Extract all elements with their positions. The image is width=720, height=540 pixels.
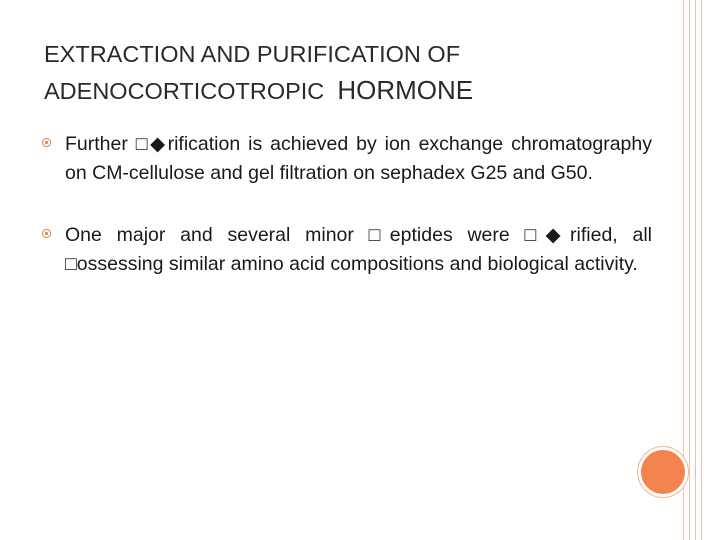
slide-title-line-2-text: ADENOCORTICOTROPIC	[44, 78, 325, 104]
bullet-item	[42, 130, 652, 188]
decorative-rail-line	[701, 0, 702, 540]
bullet-text: Further □◆rification is achieved by ion exchange chromatography on CM-cellulose and gel filtration on sephadex G25 and G50.	[65, 133, 652, 184]
bullet-marker-icon	[42, 229, 51, 238]
slide-title	[44, 36, 644, 109]
slide-title-line-2-tail: HORMONE	[337, 75, 474, 105]
bullet-marker-icon	[42, 138, 51, 147]
decorative-rail-line	[689, 0, 690, 540]
slide-title-line-2	[44, 72, 644, 109]
decorative-rail-line	[695, 0, 696, 540]
slide-title-line-1: EXTRACTION AND PURIFICATION OF	[44, 41, 461, 67]
decorative-accent-circle	[641, 450, 685, 494]
bullet-item	[42, 221, 652, 279]
bullet-text: One major and several minor □eptides were □◆rified, all □ossessing similar amino acid compositions and biological activity.	[65, 224, 652, 275]
bullet-list	[42, 130, 652, 312]
decorative-rail-line	[683, 0, 684, 540]
